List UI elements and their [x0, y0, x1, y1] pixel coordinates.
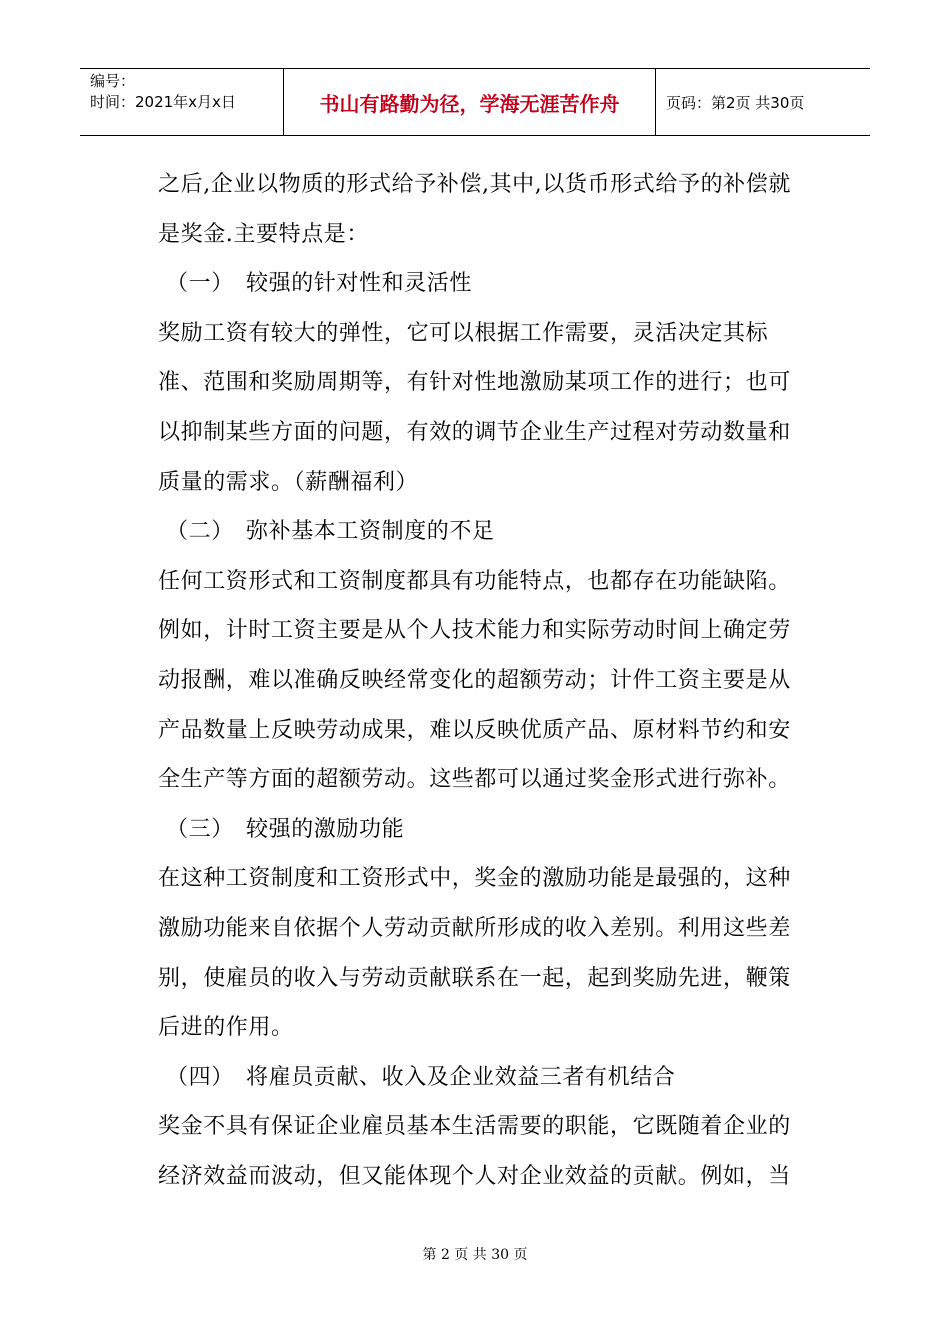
section-title: 较强的针对性和灵活性 [246, 271, 473, 297]
paragraph-line: 质量的需求。（薪酬福利） [158, 469, 419, 495]
paragraph-line: 奖金不具有保证企业雇员基本生活需要的职能，它既随着企业的 [158, 1114, 791, 1140]
paragraph-line: 任何工资形式和工资制度都具有功能特点，也都存在功能缺陷。 [158, 568, 791, 594]
paragraph-line: 经济效益而波动，但又能体现个人对企业效益的贡献。例如，当 [158, 1163, 791, 1189]
section-number: （三） [166, 816, 234, 842]
document-body [158, 160, 798, 1201]
paragraph-line: 全生产等方面的超额劳动。这些都可以通过奖金形式进行弥补。 [158, 767, 791, 793]
section-number: （四） [166, 1064, 234, 1090]
section-heading [158, 805, 798, 855]
paragraph-line: 动报酬，难以准确反映经常变化的超额劳动；计件工资主要是从 [158, 667, 791, 693]
paragraph-line: 激励功能来自依据个人劳动贡献所形成的收入差别。利用这些差 [158, 915, 791, 941]
page-footer: 第 2 页 共 30 页 [422, 1247, 528, 1263]
paragraph-line: 例如，计时工资主要是从个人技术能力和实际劳动时间上确定劳 [158, 618, 791, 644]
section-title: 较强的激励功能 [246, 816, 405, 842]
header-page-info: 页码：第2页 共30页 [666, 93, 805, 112]
paragraph-line: 之后,企业以物质的形式给予补偿,其中,以货币形式给予的补偿就 [158, 172, 791, 197]
header-info-cell [80, 69, 283, 135]
section-title: 将雇员贡献、收入及企业效益三者有机结合 [246, 1064, 676, 1090]
section-number: （一） [166, 271, 234, 297]
paragraph-line: 产品数量上反映劳动成果，难以反映优质产品、原材料节约和安 [158, 717, 791, 743]
section-heading [158, 507, 798, 557]
number-label: 编号： [90, 72, 136, 90]
date-label: 时间：2021年x月x日 [90, 93, 236, 111]
section-heading [158, 1053, 798, 1103]
paragraph-line: 奖励工资有较大的弹性，它可以根据工作需要，灵活决定其标 [158, 320, 769, 346]
section-heading [158, 259, 798, 309]
paragraph-line: 后进的作用。 [158, 1015, 294, 1041]
header-motto: 书山有路勤为径，学海无涯苦作舟 [283, 69, 656, 135]
section-title: 弥补基本工资制度的不足 [246, 519, 495, 545]
paragraph-line: 以抑制某些方面的问题，有效的调节企业生产过程对劳动数量和 [158, 419, 791, 445]
paragraph-line: 在这种工资制度和工资形式中，奖金的激励功能是最强的，这种 [158, 866, 791, 892]
section-number: （二） [166, 519, 234, 545]
paragraph-line: 别，使雇员的收入与劳动贡献联系在一起，起到奖励先进，鞭策 [158, 965, 791, 991]
page-header [80, 68, 870, 136]
paragraph-line: 是奖金.主要特点是： [158, 221, 369, 247]
paragraph-line: 准、范围和奖励周期等，有针对性地激励某项工作的进行；也可 [158, 370, 791, 396]
